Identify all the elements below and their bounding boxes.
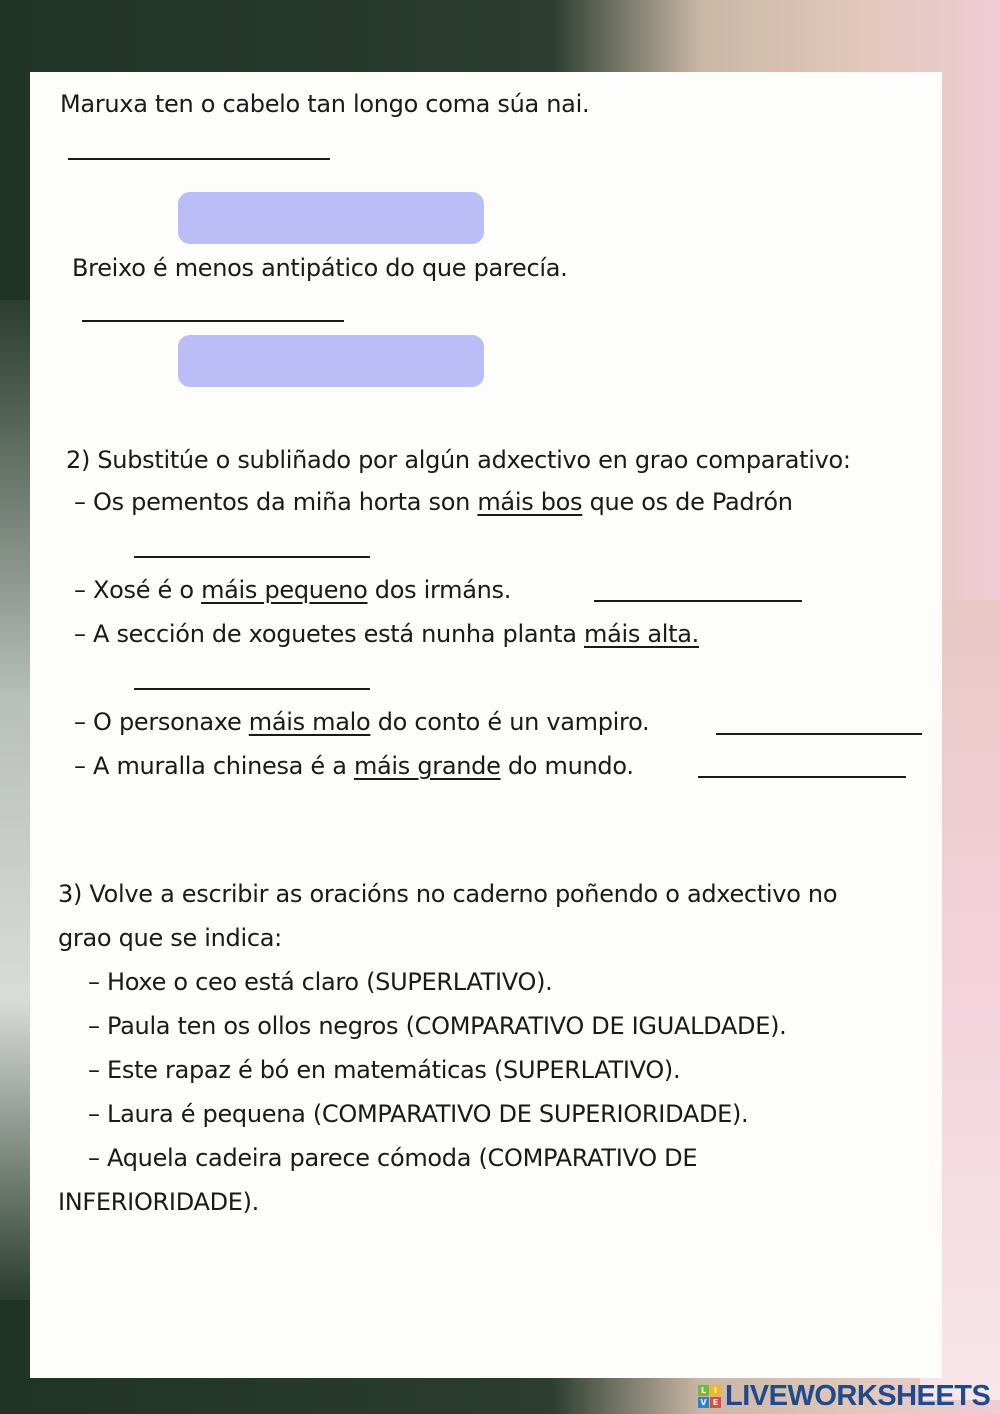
answer-line (716, 733, 922, 735)
liveworksheets-logo (698, 1380, 990, 1413)
sentence-a: Maruxa ten o cabelo tan longo coma súa nai. (60, 90, 590, 118)
logo-letter: E (710, 1397, 721, 1408)
logo-letter: I (710, 1385, 721, 1396)
answer-line (134, 556, 370, 558)
underlined-phrase: máis alta. (584, 620, 700, 648)
exercise-item (74, 752, 634, 780)
section3-title: 3) Volve a escribir as oracións no caderno poñendo o adxectivo no (58, 880, 838, 908)
logo-letter: L (698, 1385, 709, 1396)
item-text: do mundo. (500, 752, 634, 780)
answer-line (134, 688, 370, 690)
answer-line-a (68, 158, 330, 160)
item-text: – Xosé é o (74, 576, 202, 604)
item-text: – A muralla chinesa é a (74, 752, 354, 780)
item-text: do conto é un vampiro. (370, 708, 650, 736)
worksheet-page (30, 72, 942, 1378)
answer-line (594, 600, 802, 602)
task-item: – Paula ten os ollos negros (COMPARATIVO DE IGUALDADE). (88, 1012, 787, 1040)
task-item-cont: INFERIORIDADE). (58, 1188, 260, 1216)
underlined-phrase: máis malo (248, 708, 371, 736)
logo-mark-icon (698, 1385, 721, 1408)
underlined-phrase: máis bos (477, 488, 583, 516)
item-text: que os de Padrón (582, 488, 793, 516)
answer-input-b[interactable] (178, 335, 484, 387)
logo-letter: V (698, 1397, 709, 1408)
task-item: – Hoxe o ceo está claro (SUPERLATIVO). (88, 968, 553, 996)
answer-line-b (82, 320, 344, 322)
answer-line (698, 776, 906, 778)
answer-input-a[interactable] (178, 192, 484, 244)
item-text: – O personaxe (74, 708, 249, 736)
task-item: – Laura é pequena (COMPARATIVO DE SUPERIORIDADE). (88, 1100, 749, 1128)
exercise-item (74, 708, 649, 736)
exercise-item (74, 576, 511, 604)
section3-title-cont: grao que se indica: (58, 924, 282, 952)
item-text: dos irmáns. (367, 576, 512, 604)
underlined-phrase: máis grande (353, 752, 501, 780)
logo-text: LIVEWORKSHEETS (725, 1380, 991, 1412)
task-item: – Aquela cadeira parece cómoda (COMPARATIVO DE (88, 1144, 698, 1172)
section2-title: 2) Substitúe o subliñado por algún adxectivo en grao comparativo: (66, 446, 851, 474)
item-text: – Os pementos da miña horta son (74, 488, 478, 516)
underlined-phrase: máis pequeno (201, 576, 368, 604)
item-text: – A sección de xoguetes está nunha planta (74, 620, 584, 648)
sentence-b: Breixo é menos antipático do que parecía. (72, 254, 568, 282)
exercise-item (74, 620, 699, 648)
task-item: – Este rapaz é bó en matemáticas (SUPERLATIVO). (88, 1056, 681, 1084)
exercise-item (74, 488, 793, 516)
